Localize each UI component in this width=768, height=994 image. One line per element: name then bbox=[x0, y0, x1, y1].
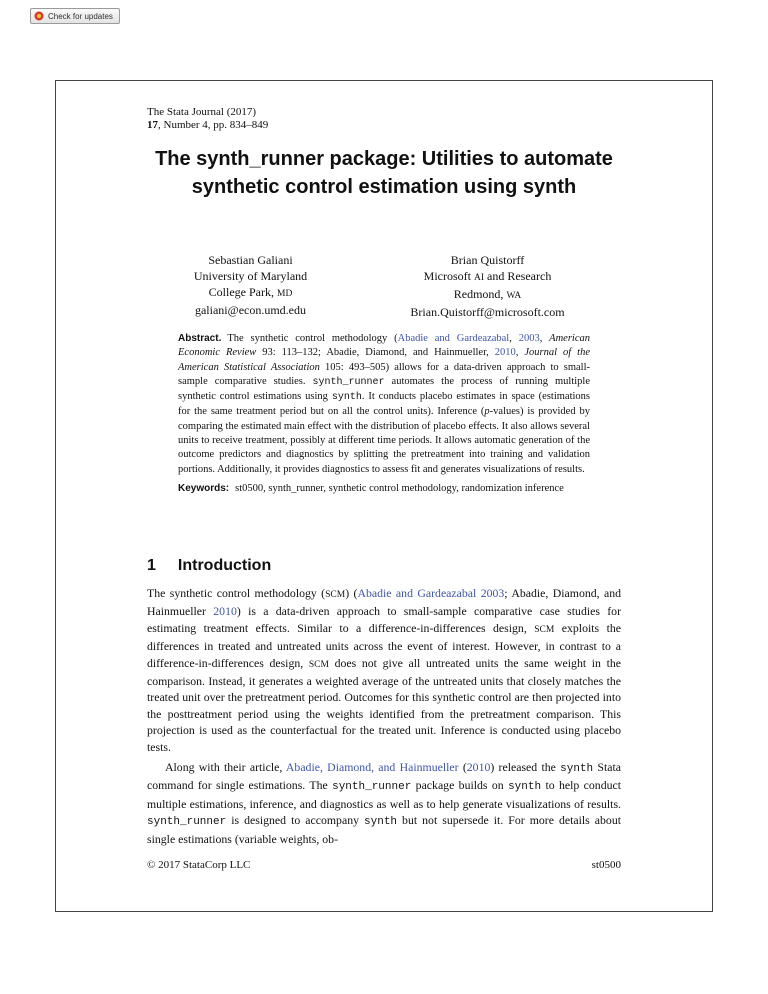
citation-link[interactable]: 2010 bbox=[494, 347, 516, 359]
author-1 bbox=[147, 252, 354, 320]
author-block bbox=[147, 252, 621, 320]
author-name: Brian Quistorff bbox=[450, 253, 525, 267]
author-location: College Park, MD bbox=[208, 285, 293, 299]
citation-link[interactable]: Abadie, Diamond, and Hainmueller bbox=[285, 760, 459, 775]
author-2 bbox=[354, 252, 621, 320]
section-number: 1 bbox=[147, 557, 156, 574]
keywords-text: st0500, synth_runner, synthetic control methodology, randomization inference bbox=[235, 482, 564, 494]
keywords-label: Keywords: bbox=[178, 482, 230, 494]
citation-link[interactable]: 2010 bbox=[213, 604, 237, 619]
citation-link[interactable]: Abadie and Gardeazabal bbox=[397, 333, 510, 344]
section-title: Introduction bbox=[177, 557, 272, 574]
journal-pages: , Number 4, pp. 834–849 bbox=[158, 119, 269, 131]
citation-link[interactable]: 2010 bbox=[466, 760, 491, 775]
check-for-updates-label: Check for updates bbox=[48, 11, 113, 21]
body-text bbox=[147, 585, 621, 847]
paragraph-1: The synthetic control methodology (SCM) (Abadie and Gardeazabal 2003; Abadie, Diamond, and Hainmueller 2010) is a data-driven approach to small-sample comparative case studies for estimating treatment effects. Similar to a difference-in-differences design, SCM exploits the differences in treated and untreated units across the event of interest. However, in contrast to a difference-in-differences design, SCM does not give all untreated units the same weight in the comparison. Instead, it generates a weighted average of the untreated units that closely matches the treated unit over the pretreatment period. Outcomes for this synthetic control are then projected into the posttreatment period using the weights identified from the pretreatment comparison. This projection is used as the counterfactual for the treated unit. Inference is conducted using placebo tests. bbox=[147, 586, 622, 754]
author-affiliation: University of Maryland bbox=[193, 269, 308, 283]
journal-header bbox=[147, 106, 268, 132]
keywords bbox=[178, 482, 590, 496]
journal-volume: 17 bbox=[147, 119, 158, 131]
author-affiliation: Microsoft AI and Research bbox=[423, 269, 552, 283]
author-location: Redmond, WA bbox=[453, 287, 522, 301]
article-code: st0500 bbox=[591, 859, 621, 871]
citation-link[interactable]: Abadie and Gardeazabal 2003 bbox=[357, 586, 505, 600]
section-heading bbox=[147, 556, 271, 576]
journal-name: The Stata Journal (2017) bbox=[147, 106, 257, 118]
paper-title: The synth_runner package: Utilities to automate synthetic control estimation using synth bbox=[155, 148, 613, 198]
check-for-updates-button[interactable] bbox=[30, 8, 120, 24]
journal-issue bbox=[147, 119, 268, 132]
author-email[interactable]: galiani@econ.umd.edu bbox=[194, 303, 307, 317]
citation-link[interactable]: 2003 bbox=[518, 333, 540, 344]
crossmark-icon bbox=[34, 11, 44, 21]
author-name: Sebastian Galiani bbox=[208, 253, 293, 267]
abstract-text: Abstract. The synthetic control methodology (Abadie and Gardeazabal, 2003, American Economic Review 93: 113–132; Abadie, Diamond, and Hainmueller, 2010, Journal of the American Statistical Association 105: 493–505) allows for a data-driven approach to small-sample comparative studies. synth_runner automates the process of running multiple synthetic control estimations using synth. It conducts placebo estimates in space (estimations for the same treatment period but on all the control units). Inference (p-values) is provided by comparing the estimated main effect with the distribution of placebo effects. It also allows several units to receive treatment, possibly at different time periods. It allows automatic generation of the outcome predictors and diagnostics by splitting the pretreatment into training and validation portions. Additionally, it provides diagnostics to assess fit and generates visualizations of results. bbox=[178, 333, 590, 475]
paragraph-2: Along with their article, Abadie, Diamond, and Hainmueller (2010) released the synth Stata command for single estimations. The synth_runner package builds on synth to help conduct multiple estimations, inference, and diagnostics as well as to help generate visualizations of results. synth_runner is designed to accompany synth but not supersede it. For more details about single estimations (variable weights, ob- bbox=[147, 760, 622, 846]
page-footer bbox=[147, 859, 621, 871]
copyright: © 2017 StataCorp LLC bbox=[147, 859, 251, 871]
author-email[interactable]: Brian.Quistorff@microsoft.com bbox=[410, 305, 565, 319]
abstract bbox=[178, 332, 590, 496]
abstract-label: Abstract. bbox=[178, 333, 222, 344]
